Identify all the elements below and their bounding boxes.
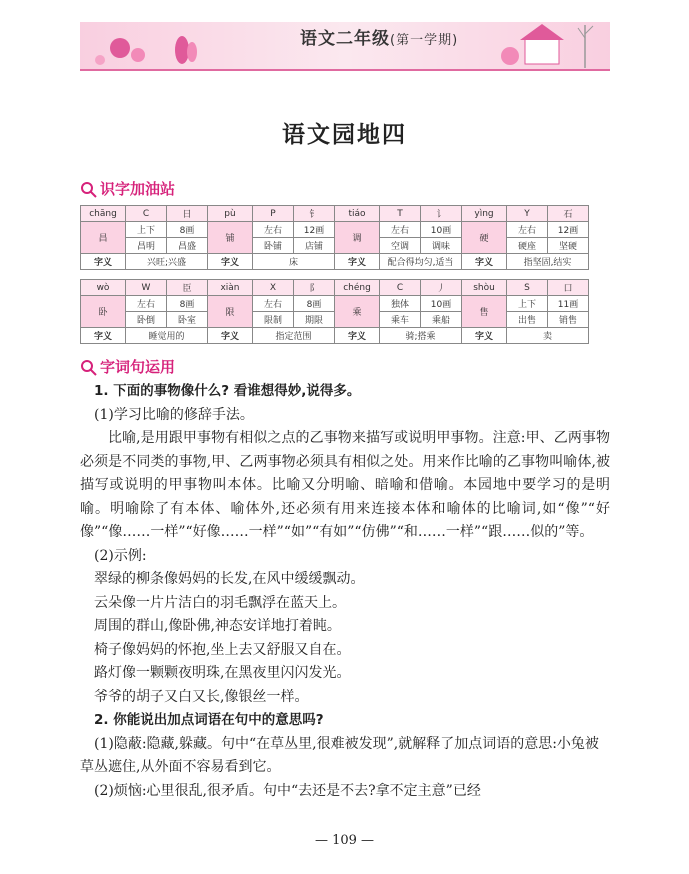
question-2-heading: 2. 你能说出加点词语在句中的意思吗? (94, 712, 324, 728)
magnifier-icon (80, 181, 98, 199)
answer-2-2: (2)烦恼:心里很乱,很矛盾。句中“去还是不去?拿不定主意”已经 (94, 782, 481, 799)
section-heading-usage: 字词句运用 (80, 356, 175, 377)
example-sentence: 路灯像一颗颗夜明珠,在黑夜里闪闪发光。 (94, 665, 351, 681)
character-cheng: 乘 (335, 296, 380, 328)
character-table-1: chāng C 日 pù P 钅 tiáo T 讠 yìng Y 石 昌 上下 8画 铺 左右 12画 调 左右 10画 硬 左右 12画 昌明 昌盛 卧铺 店铺 空调 调味 硬座 坚硬 字义 兴旺;兴盛 字义 床 字义 配合得均匀,适当 字义 指坚固,结实 (80, 205, 589, 270)
main-text (80, 380, 610, 803)
character-tiao: 调 (335, 222, 380, 254)
character-shou: 售 (462, 296, 507, 328)
header-title: 语文二年级(第一学期) (300, 29, 459, 49)
metaphor-explanation: 比喻,是用跟甲事物有相似之点的乙事物来描写或说明甲事物。注意:甲、乙两事物必须是不同类的事物,甲、乙两事物必须具有相似之处。用来作比喻的乙事物叫喻体,被描写或说明的甲事物叫本体。比喻又分明喻、暗喻和借喻。本园地中要学习的是明喻。明喻除了有本体、喻体外,还必须有用来连接本体和喻体的比喻词,如“像”“好像”“像……一样”“好像……一样”“如”“有如”“仿佛”“和……一样”“跟……似的”等。 (80, 430, 610, 540)
page-number: — 109 — (314, 833, 375, 848)
page-header-banner (0, 0, 689, 78)
character-pu: 铺 (208, 222, 253, 254)
question-1-sub1: (1)学习比喻的修辞手法。 (94, 406, 254, 423)
question-1-heading: 1. 下面的事物像什么? 看谁想得妙,说得多。 (94, 383, 361, 399)
page-title: 语文园地四 (282, 121, 407, 148)
magnifier-icon (80, 359, 98, 377)
answer-2-1: (1)隐蔽:隐藏,躲藏。句中“在草丛里,很难被发现”,就解释了加点词语的意思:小兔被草丛遮住,从外面不容易看到它。 (80, 735, 599, 775)
example-sentence: 爷爷的胡子又白又长,像银丝一样。 (94, 688, 309, 705)
example-sentence: 云朵像一片片洁白的羽毛飘浮在蓝天上。 (94, 594, 346, 611)
example-sentence: 翠绿的柳条像妈妈的长发,在风中缓缓飘动。 (94, 571, 365, 587)
character-wo: 卧 (81, 296, 126, 328)
character-table-2: wò W 臣 xiàn X 阝 chéng C 丿 shòu S 口 卧 左右 8画 限 左右 8画 乘 独体 10画 售 上下 11画 卧倒 卧室 限制 期限 乘车 乘船 出售 销售 字义 睡觉用的 字义 指定范围 字义 骑;搭乘 字义 卖 (80, 279, 589, 344)
question-1-sub2: (2)示例: (94, 547, 147, 564)
character-xian: 限 (208, 296, 253, 328)
character-chang: 昌 (81, 222, 126, 254)
example-sentence: 周围的群山,像卧佛,神态安详地打着盹。 (94, 618, 341, 634)
example-sentence: 椅子像妈妈的怀抱,坐上去又舒服又自在。 (94, 641, 351, 658)
character-ying: 硬 (462, 222, 507, 254)
section-heading-literacy: 识字加油站 (80, 178, 175, 199)
